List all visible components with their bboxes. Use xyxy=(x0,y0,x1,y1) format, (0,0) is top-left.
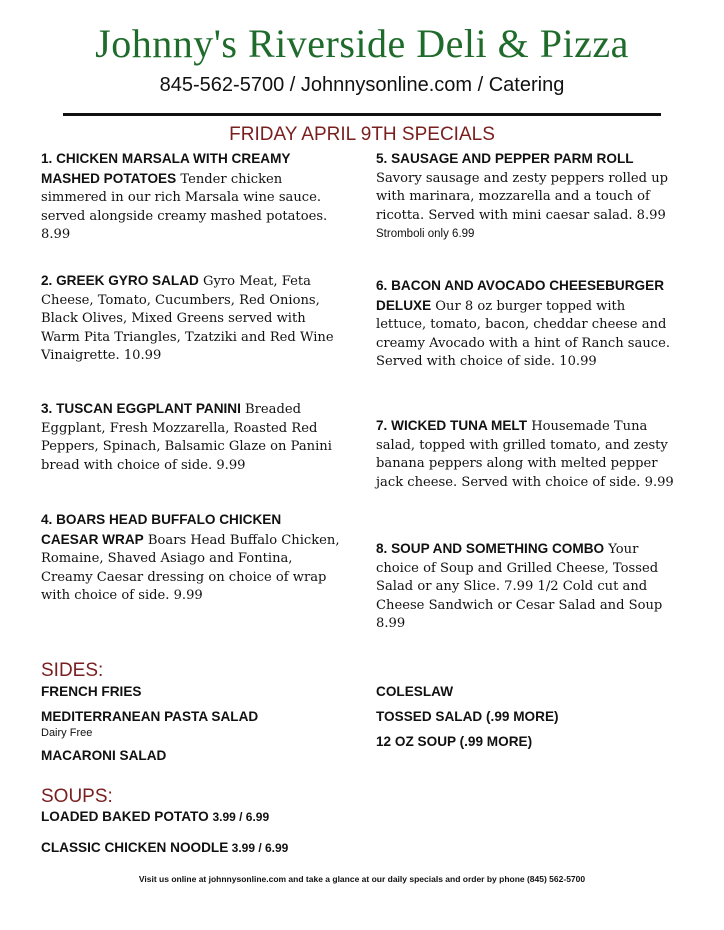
sides-heading: SIDES: xyxy=(41,660,104,681)
footer-note: Visit us online at johnnysonline.com and take a glance at our daily specials and order by phone (845) 562-5700 xyxy=(138,874,586,884)
soup-item xyxy=(41,840,288,855)
special-name: 6. BACON AND AVOCADO CHEESEBURGER DELUXE xyxy=(376,278,665,313)
soups-heading: SOUPS: xyxy=(41,786,113,807)
special-description: Our 8 oz burger topped with lettuce, tomato, bacon, cheddar cheese and creamy Avocado with a hint of Ranch sauce. Served with choice of side. 10.99 xyxy=(376,298,671,369)
special-name: 3. TUSCAN EGGPLANT PANINI xyxy=(41,401,241,416)
special-name: 1. CHICKEN MARSALA WITH CREAMY MASHED POTATOES xyxy=(41,151,291,186)
side-item: MACARONI SALAD xyxy=(41,748,167,763)
special-description: Gyro Meat, Feta Cheese, Tomato, Cucumbers, Red Onions, Black Olives, Mixed Greens served with Warm Pita Triangles, Tzatziki and Red Wine Vinaigrette. 10.99 xyxy=(41,274,334,363)
special-item-2 xyxy=(41,272,341,366)
special-item-1 xyxy=(41,150,341,245)
special-name: 7. WICKED TUNA MELT xyxy=(376,418,528,433)
side-item: TOSSED SALAD (.99 MORE) xyxy=(376,709,559,724)
special-item-7 xyxy=(376,417,676,492)
special-description: Housemade Tuna salad, topped with grilled tomato, and zesty banana peppers along with melted pepper jack cheese. Served with choice of side. 9.99 xyxy=(376,419,674,490)
special-extra: Stromboli only 6.99 xyxy=(376,228,475,240)
special-item-6 xyxy=(376,277,676,372)
side-note: Dairy Free xyxy=(41,727,93,739)
soup-price: 3.99 / 6.99 xyxy=(228,841,289,855)
special-description: Savory sausage and zesty peppers rolled up with marinara, mozzarella and a touch of ricotta. Served with mini caesar salad. 8.99 xyxy=(376,170,669,223)
soup-name: LOADED BAKED POTATO xyxy=(41,809,213,824)
special-item-3 xyxy=(41,400,341,475)
side-item: FRENCH FRIES xyxy=(41,684,142,699)
contact-line: 845-562-5700 / Johnnysonline.com / Catering xyxy=(159,74,565,96)
special-item-5 xyxy=(376,150,676,244)
special-description: Tender chicken simmered in our rich Marsala wine sauce. served alongside creamy mashed potatoes. 8.99 xyxy=(41,171,328,242)
special-name: 2. GREEK GYRO SALAD xyxy=(41,273,199,288)
special-item-8 xyxy=(376,540,676,634)
special-item-4 xyxy=(41,511,341,606)
special-description: Boars Head Buffalo Chicken, Romaine, Shaved Asiago and Fontina, Creamy Caesar dressing on choice of wrap with choice of side. 9.99 xyxy=(41,532,340,603)
special-name: 4. BOARS HEAD BUFFALO CHICKEN CAESAR WRAP xyxy=(41,512,282,547)
specials-heading: FRIDAY APRIL 9TH SPECIALS xyxy=(229,124,495,145)
special-name: 5. SAUSAGE AND PEPPER PARM ROLL xyxy=(376,151,634,166)
restaurant-title: Johnny's Riverside Deli & Pizza xyxy=(95,21,629,66)
header-divider xyxy=(63,113,661,116)
side-item: 12 OZ SOUP (.99 MORE) xyxy=(376,734,533,749)
soup-item xyxy=(41,809,269,824)
special-name: 8. SOUP AND SOMETHING COMBO xyxy=(376,541,605,556)
special-description: Breaded Eggplant, Fresh Mozzarella, Roasted Red Peppers, Spinach, Balsamic Glaze on Panini bread with choice of side. 9.99 xyxy=(41,402,332,473)
side-item: COLESLAW xyxy=(376,684,454,699)
special-description: Your choice of Soup and Grilled Cheese, Tossed Salad or any Slice. 7.99 1/2 Cold cut and Cheese Sandwich or Cesar Salad and Soup 8.99 xyxy=(376,542,663,631)
soup-name: CLASSIC CHICKEN NOODLE xyxy=(41,840,229,855)
side-item: MEDITERRANEAN PASTA SALAD xyxy=(41,709,259,724)
soup-price: 3.99 / 6.99 xyxy=(212,810,270,824)
